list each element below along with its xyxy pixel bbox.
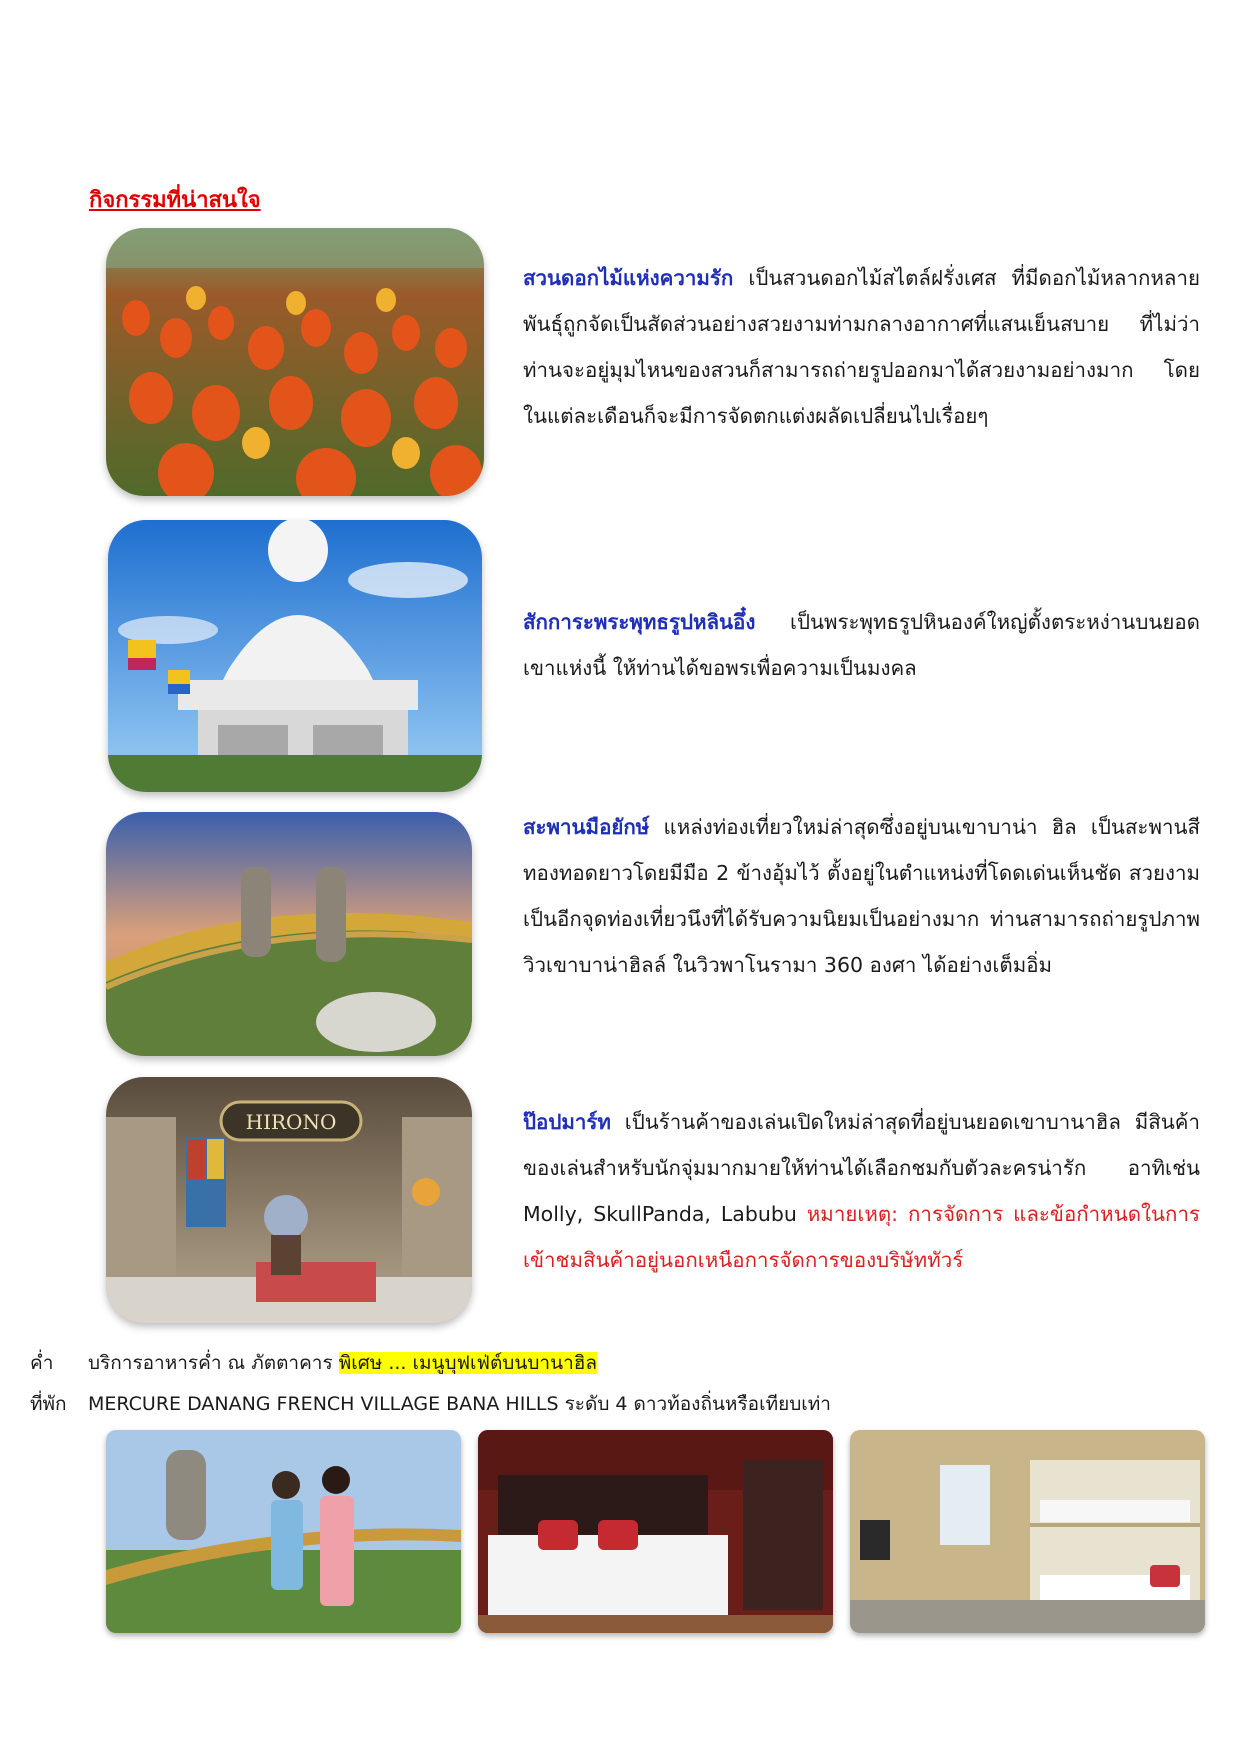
activity-description: เป็นร้านค้าของเล่นเปิดใหม่ล่าสุดที่อยู่บนยอดเขาบานาฮิล มีสินค้าของเล่นสำหรับนักจุ่มมากมายให้ท่านได้เลือกชมกับตัวละครน่ารัก อาทิเช่น Molly, SkullPanda, Labubu (523, 1110, 1200, 1226)
hotel-room-photo (478, 1430, 833, 1633)
activity-name: ป๊อปมาร์ท (523, 1110, 611, 1134)
dinner-row (30, 1348, 597, 1378)
activity-flower-garden (523, 255, 1200, 439)
section-title: กิจกรรมที่น่าสนใจ (89, 188, 261, 213)
activity-name: สะพานมือยักษ์ (523, 815, 650, 839)
hotel-label: ที่พัก (30, 1393, 67, 1415)
bunk-room-photo (850, 1430, 1205, 1633)
activity-description: เป็นพระพุทธรูปหินองค์ใหญ่ตั้งตระหง่านบนยอดเขาแห่งนี้ ให้ท่านได้ขอพรเพื่อความเป็นมงคล (523, 610, 1200, 680)
hotel-row (30, 1389, 831, 1419)
golden-bridge-photo (106, 812, 472, 1056)
dinner-text: บริการอาหารค่ำ ณ ภัตตาคาร (88, 1352, 339, 1374)
activity-popmart (523, 1099, 1200, 1283)
activity-buddha-statue (523, 599, 1200, 691)
activity-note: หมายเหตุ: การจัดการ และข้อกำหนดในการเข้าชมสินค้าอยู่นอกเหนือการจัดการของบริษัททัวร์ (523, 1202, 1200, 1272)
hotel-text: MERCURE DANANG FRENCH VILLAGE BANA HILLS ระดับ 4 ดาวท้องถิ่นหรือเทียบเท่า (88, 1393, 831, 1415)
dinner-label: ค่ำ (30, 1352, 54, 1374)
store-sign-text: HIRONO (245, 1110, 337, 1134)
activity-name: สักการะพระพุทธรูปหลินอึ๋ง (523, 610, 756, 634)
buddha-statue-photo (108, 520, 482, 792)
dinner-highlight: พิเศษ ... เมนูบุฟเฟ่ต์บนบานาฮิล (338, 1352, 597, 1374)
popmart-store-photo (106, 1077, 472, 1323)
activity-golden-bridge (523, 804, 1200, 988)
couple-bridge-photo (106, 1430, 461, 1633)
activity-description: เป็นสวนดอกไม้สไตล์ฝรั่งเศส ที่มีดอกไม้หลากหลายพันธุ์ถูกจัดเป็นสัดส่วนอย่างสวยงามท่ามกลางอากาศที่แสนเย็นสบาย ที่ไม่ว่าท่านจะอยู่มุมไหนของสวนก็สามารถถ่ายรูปออกมาได้สวยงามอย่างมาก โดยในแต่ละเดือนก็จะมีการจัดตกแต่งผลัดเปลี่ยนไปเรื่อยๆ (523, 266, 1200, 428)
tulip-garden-photo (106, 228, 484, 496)
activity-name: สวนดอกไม้แห่งความรัก (523, 266, 734, 290)
activity-description: แหล่งท่องเที่ยวใหม่ล่าสุดซึ่งอยู่บนเขาบาน่า ฮิล เป็นสะพานสีทองทอดยาวโดยมีมือ 2 ข้างอุ้มไว้ ตั้งอยู่ในตำแหน่งที่โดดเด่นเห็นชัด สวยงามเป็นอีกจุดท่องเที่ยวนึงที่ได้รับความนิยมเป็นอย่างมาก ท่านสามารถถ่ายรูปภาพวิวเขาบาน่าฮิลล์ ในวิวพาโนรามา 360 องศา ได้อย่างเต็มอิ่ม (523, 815, 1200, 977)
